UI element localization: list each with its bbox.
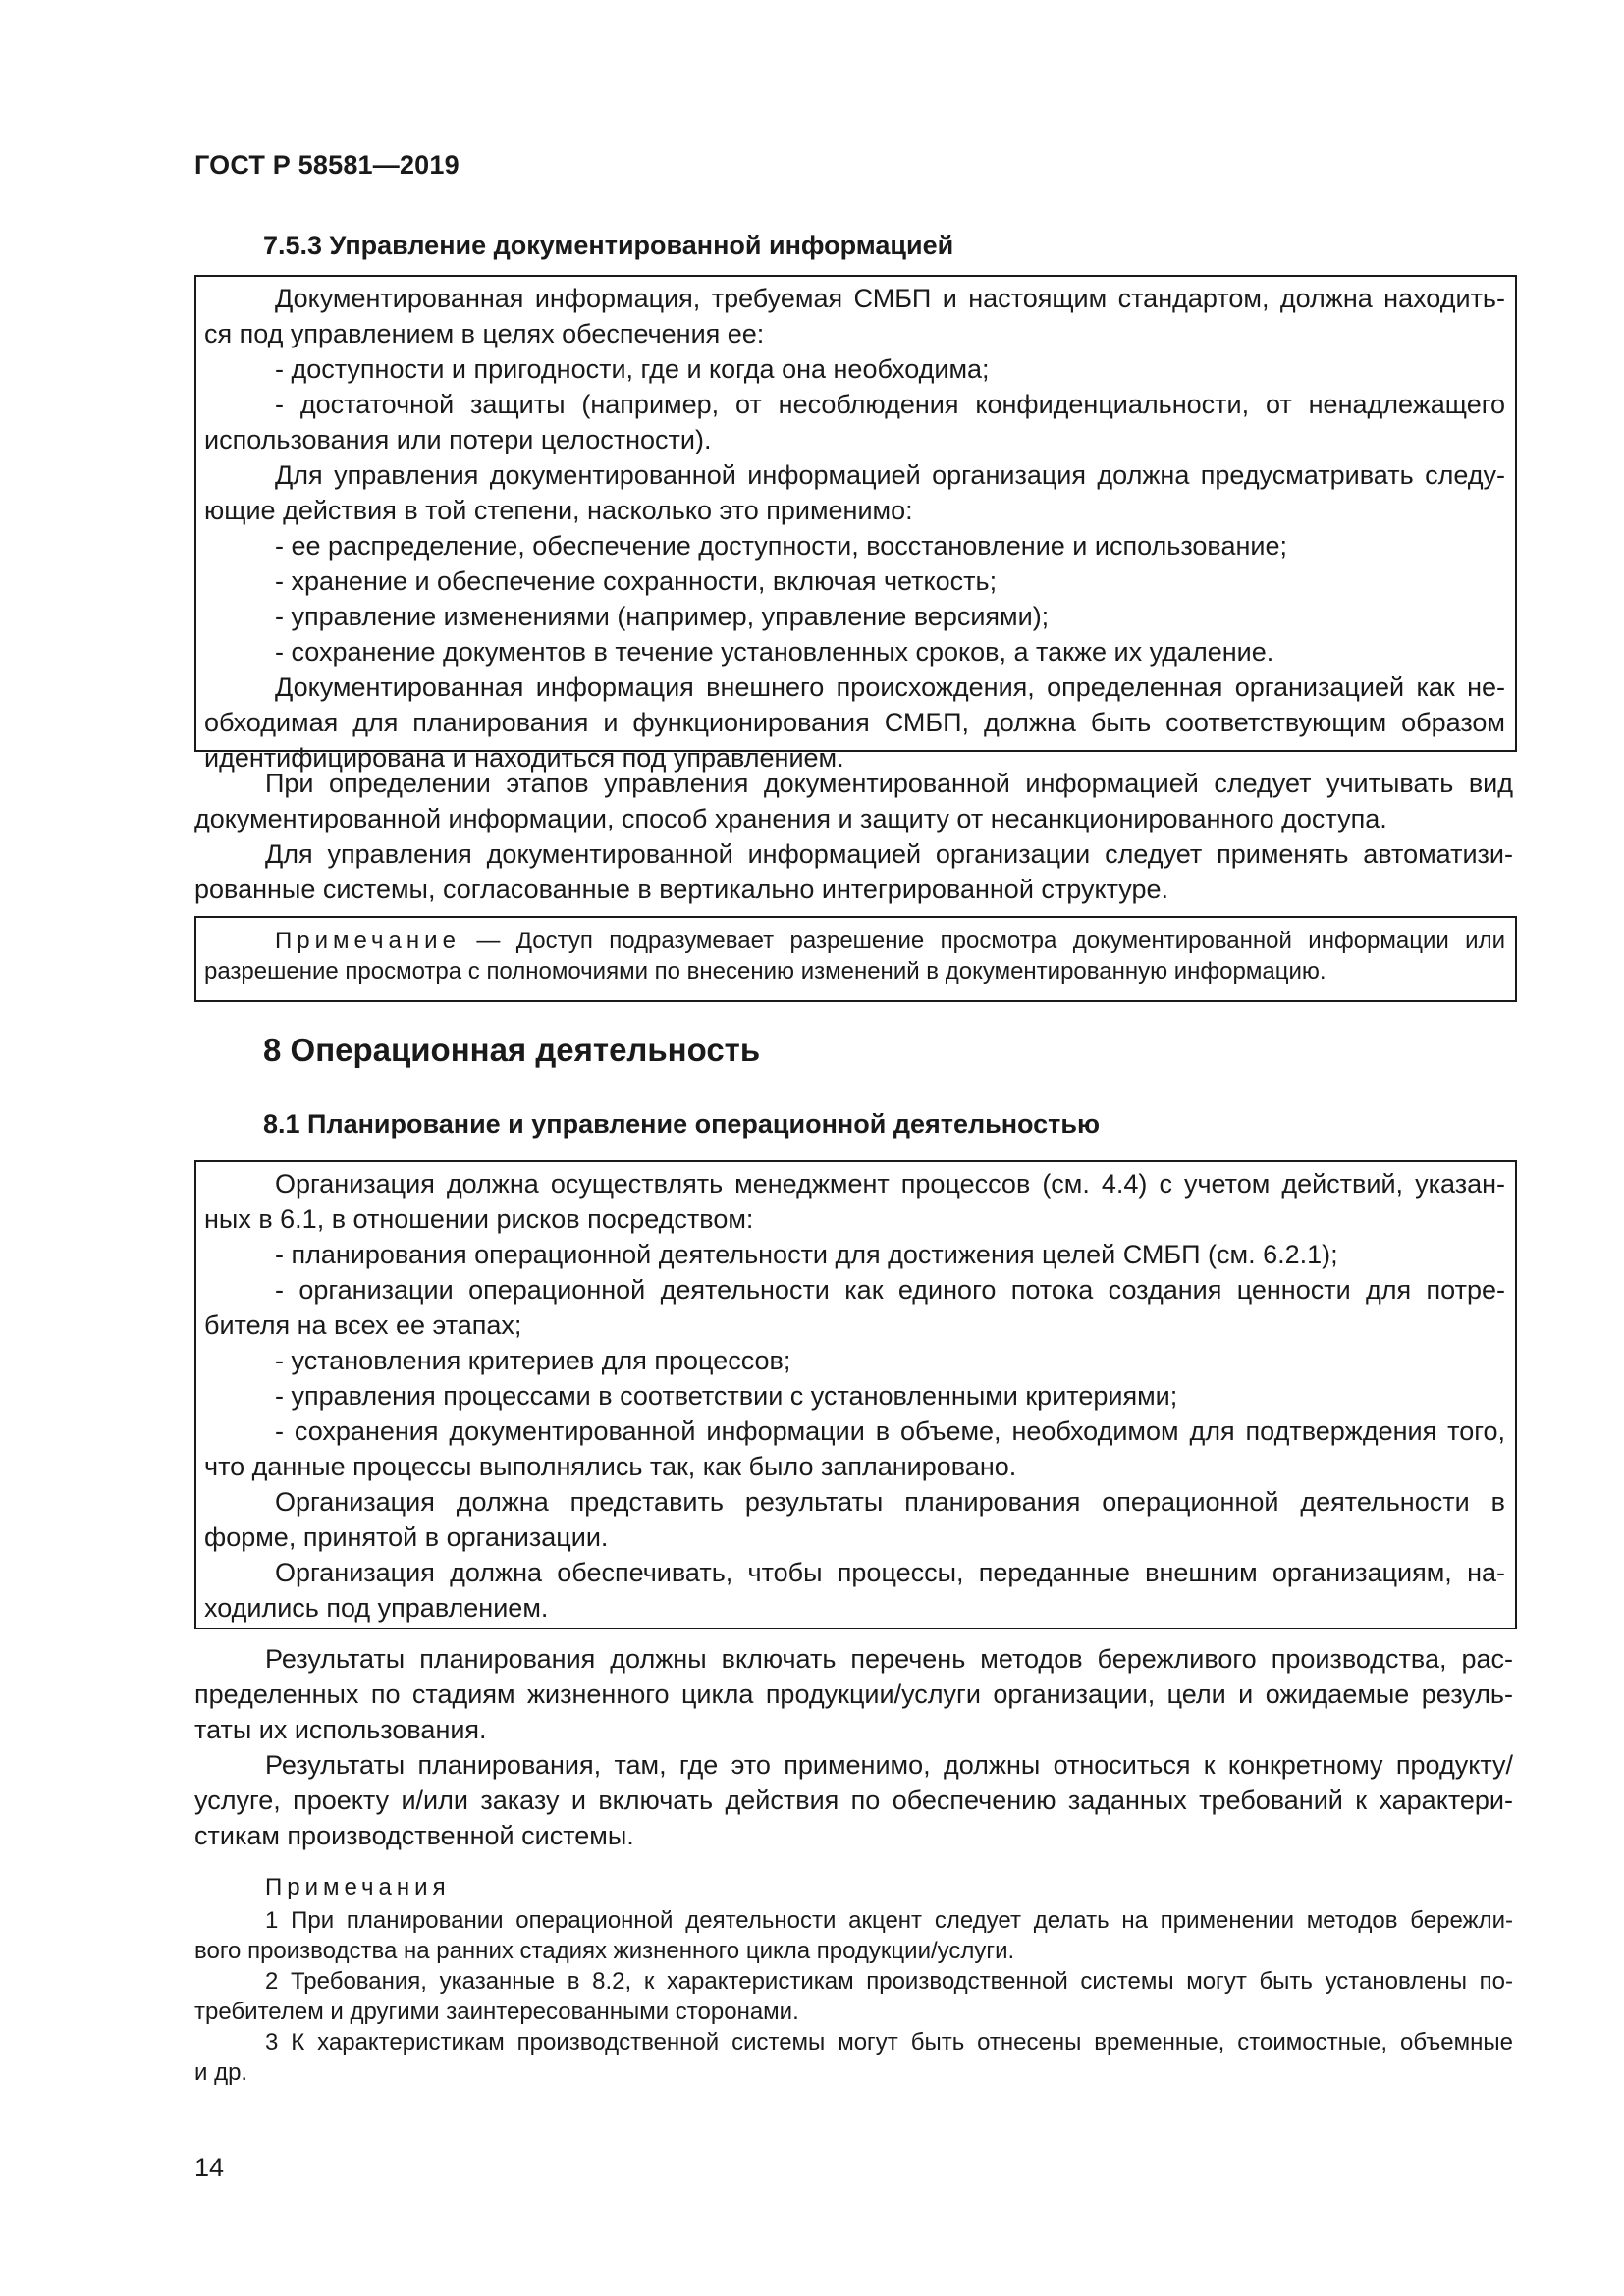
box-8-1-line-13: ходились под управлением. <box>204 1593 549 1623</box>
box-8-1-line-6: - установления критериев для процессов; <box>275 1346 791 1375</box>
section-7-5-3-title: 7.5.3 Управление документированной информацией <box>263 231 954 260</box>
note-8-1-line-1: 1 При планировании операционной деятельности акцент следует делать на применении методов бережли- <box>265 1907 1513 1934</box>
notes-8-1 <box>194 1870 1513 2088</box>
text-8-1-line-1: Результаты планирования должны включать перечень методов бережливого производства, рас- <box>265 1644 1513 1674</box>
notes-list <box>194 1905 1513 2088</box>
requirements-box-8-1 <box>194 1160 1517 1629</box>
text-8-1-line-4: Результаты планирования, там, где это применимо, должны относиться к конкретному продукту/ <box>265 1750 1513 1780</box>
note-line-1 <box>204 926 1505 956</box>
document-header: ГОСТ Р 58581—2019 <box>194 150 460 180</box>
box-7-5-3-line-5: использования или потери целостности). <box>204 425 712 454</box>
text-8-1-line-3: таты их использования. <box>194 1715 487 1744</box>
box-7-5-3-line-12: Документированная информация внешнего происхождения, определенная организацией как не- <box>275 672 1505 702</box>
box-7-5-3-line-10: - управление изменениями (например, управление версиями); <box>275 602 1050 631</box>
note-8-1-line-6: и др. <box>194 2059 248 2086</box>
box-7-5-3-line-2: ся под управлением в целях обеспечения ее: <box>204 319 765 348</box>
box-7-5-3-line-8: - ее распределение, обеспечение доступности, восстановление и использование; <box>275 531 1287 561</box>
box-7-5-3-line-4: - достаточной защиты (например, от несоблюдения конфиденциальности, от ненадлежащего <box>275 390 1505 419</box>
note-8-1-line-2: вого производства на ранних стадиях жизненного цикла продукции/услуги. <box>194 1938 1015 1964</box>
box-8-1-line-4: - организации операционной деятельности как единого потока создания ценности для потре- <box>275 1275 1505 1305</box>
box-8-1-line-2: ных в 6.1, в отношении рисков посредством: <box>204 1204 754 1234</box>
box-8-1-line-1: Организация должна осуществлять менеджмент процессов (см. 4.4) с учетом действий, указан- <box>275 1169 1505 1199</box>
note-label: Примечание <box>275 928 460 954</box>
note-8-1-line-5: 3 К характеристикам производственной системы могут быть отнесены временные, стоимостные, объемные <box>265 2029 1513 2056</box>
note-box-7-5-3 <box>194 916 1517 1002</box>
notes-title: Примечания <box>265 1874 451 1900</box>
page-number: 14 <box>194 2153 225 2182</box>
box-7-5-3-line-14: идентифицирована и находиться под управлением. <box>204 743 844 773</box>
box-7-5-3-line-11: - сохранение документов в течение установленных сроков, а также их удаление. <box>275 637 1274 667</box>
box-7-5-3-line-9: - хранение и обеспечение сохранности, включая четкость; <box>275 566 998 596</box>
box-7-5-3-line-6: Для управления документированной информацией организация должна предусматривать следу- <box>275 460 1505 490</box>
section-8-1-title: 8.1 Планирование и управление операционной деятельностью <box>263 1109 1101 1139</box>
section-8-1-body <box>194 1641 1513 1853</box>
box-8-1-line-7: - управления процессами в соответствии с установленными критериями; <box>275 1381 1178 1411</box>
text-7-5-3-line-2: документированной информации, способ хранения и защиту от несанкционированного доступа. <box>194 804 1387 833</box>
text-8-1-line-2: пределенных по стадиям жизненного цикла продукции/услуги организации, цели и ожидаемые резуль- <box>194 1680 1513 1709</box>
note-8-1-line-3: 2 Требования, указанные в 8.2, к характеристикам производственной системы могут быть установлены по- <box>265 1968 1513 1995</box>
section-8-title: 8 Операционная деятельность <box>263 1032 761 1068</box>
requirements-box-7-5-3 <box>194 275 1517 773</box>
box-8-1-line-10: Организация должна представить результаты планирования операционной деятельности в <box>275 1487 1505 1517</box>
box-8-1-line-5: бителя на всех ее этапах; <box>204 1310 522 1340</box>
text-8-1-line-6: стикам производственной системы. <box>194 1821 634 1850</box>
box-7-5-3-line-13: обходимая для планирования и функционирования СМБП, должна быть соответствующим образом <box>204 708 1505 737</box>
text-7-5-3-line-4: рованные системы, согласованные в вертикально интегрированной структуре. <box>194 875 1168 904</box>
section-7-5-3-body <box>194 766 1513 907</box>
text-8-1-line-5: услуге, проекту и/или заказу и включать действия по обеспечению заданных требований к характери- <box>194 1786 1513 1815</box>
box-8-1-line-8: - сохранения документированной информации в объеме, необходимом для подтверждения того, <box>275 1416 1505 1446</box>
box-7-5-3-line-7: ющие действия в той степени, насколько это применимо: <box>204 496 913 525</box>
text-7-5-3-line-3: Для управления документированной информацией организации следует применять автоматизи- <box>265 839 1513 869</box>
box-7-5-3-line-1: Документированная информация, требуемая СМБП и настоящим стандартом, должна находить- <box>275 284 1505 313</box>
text-7-5-3-line-1: При определении этапов управления документированной информацией следует учитывать вид <box>265 769 1513 798</box>
box-8-1-line-9: что данные процессы выполнялись так, как было запланировано. <box>204 1452 1017 1481</box>
note-text-1: — Доступ подразумевает разрешение просмотра документированной информации или <box>460 928 1505 954</box>
box-8-1-line-12: Организация должна обеспечивать, чтобы процессы, переданные внешним организациям, на- <box>275 1558 1505 1587</box>
box-7-5-3-line-3: - доступности и пригодности, где и когда она необходима; <box>275 354 990 384</box>
box-8-1-line-11: форме, принятой в организации. <box>204 1522 609 1552</box>
note-line-2: разрешение просмотра с полномочиями по внесению изменений в документированную информацию. <box>204 958 1326 985</box>
box-8-1-line-3: - планирования операционной деятельности для достижения целей СМБП (см. 6.2.1); <box>275 1240 1338 1269</box>
note-8-1-line-4: требителем и другими заинтересованными сторонами. <box>194 1999 799 2025</box>
